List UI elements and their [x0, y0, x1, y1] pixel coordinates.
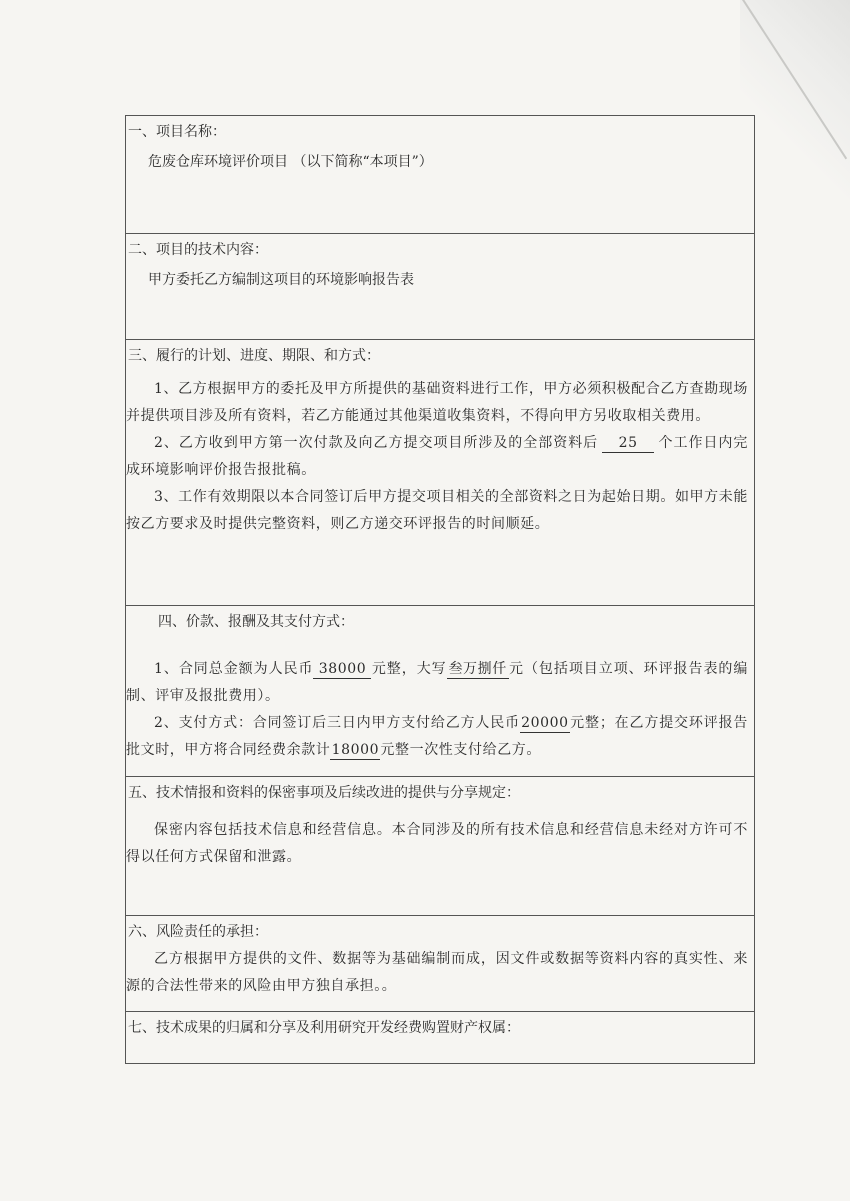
- clause-1: 1、乙方根据甲方的委托及甲方所提供的基础资料进行工作，甲方必须积极配合乙方查勘现场并提供项目涉及所有资料，若乙方能通过其他渠道收集资料，不得向甲方另收取相关费用。: [126, 381, 748, 424]
- payment-clause-2: [126, 710, 748, 764]
- section-heading: 一、项目名称：: [128, 124, 226, 140]
- clause-2-text-end: 个工作日内完成环境影响评价报告报批稿。: [126, 435, 749, 478]
- contract-form-table: [125, 115, 755, 1064]
- page-corner-shadow: [740, 0, 850, 220]
- section-heading: 二、项目的技术内容：: [128, 242, 268, 258]
- payment-text: 1、合同总金额为人民币: [154, 661, 314, 677]
- section-heading: 三、履行的计划、进度、期限、和方式：: [128, 348, 380, 364]
- payment-text: 元整；在乙方提交环评报告批文时，甲方将合同经费余款计: [126, 715, 749, 758]
- confidentiality-clause: 保密内容包括技术信息和经营信息。本合同涉及的所有技术信息和经营信息未经对方许可不得以任何方式保留和泄露。: [126, 822, 748, 865]
- payment-text: 元（包括项目立项、环评报告表的编制、评审及报批费用）。: [126, 661, 748, 704]
- section-plan-schedule: [126, 339, 754, 605]
- payment-text: 元整一次性支付给乙方。: [380, 742, 542, 758]
- risk-clause: 乙方根据甲方提供的文件、数据等为基础编制而成，因文件或数据等资料内容的真实性、来源的合法性带来的风险由甲方独自承担。。: [126, 951, 748, 994]
- section-heading: 五、技术情报和资料的保密事项及后续改进的提供与分享规定：: [128, 785, 520, 801]
- clause-2-text: 2、乙方收到甲方第一次付款及向乙方提交项目所涉及的全部资料后: [154, 435, 599, 451]
- technical-content-value: 甲方委托乙方编制这项目的环境影响报告表: [148, 272, 414, 288]
- clause-2: [126, 430, 748, 484]
- amount-in-words-blank: 叁万捌仟: [448, 661, 507, 677]
- payment-text: 元整，大写: [371, 661, 447, 677]
- project-name-value: 危废仓库环境评价项目 （以下简称“本项目”）: [148, 154, 433, 170]
- first-payment-blank: 20000: [521, 715, 569, 731]
- section-heading: 四、价款、报酬及其支付方式：: [158, 614, 354, 630]
- section-project-name: [126, 116, 754, 233]
- section-confidentiality: [126, 776, 754, 915]
- payment-text: 2、支付方式：合同签订后三日内甲方支付给乙方人民币: [154, 715, 520, 731]
- section-technical-content: [126, 233, 754, 339]
- section-heading: 七、技术成果的归属和分享及利用研究开发经费购置财产权属：: [128, 1020, 520, 1036]
- section-payment: [126, 605, 754, 776]
- section-heading: 六、风险责任的承担：: [128, 924, 268, 940]
- working-days-blank: 25: [602, 434, 654, 453]
- final-payment-blank: 18000: [331, 742, 380, 758]
- clause-3: 3、工作有效期限以本合同签订后甲方提交项目相关的全部资料之日为起始日期。如甲方未能按乙方要求及时提供完整资料，则乙方递交环评报告的时间顺延。: [126, 489, 748, 532]
- section-ownership: [126, 1011, 754, 1063]
- total-amount-blank: 38000: [313, 660, 371, 679]
- section-risk-liability: [126, 915, 754, 1011]
- payment-clause-1: [126, 656, 748, 710]
